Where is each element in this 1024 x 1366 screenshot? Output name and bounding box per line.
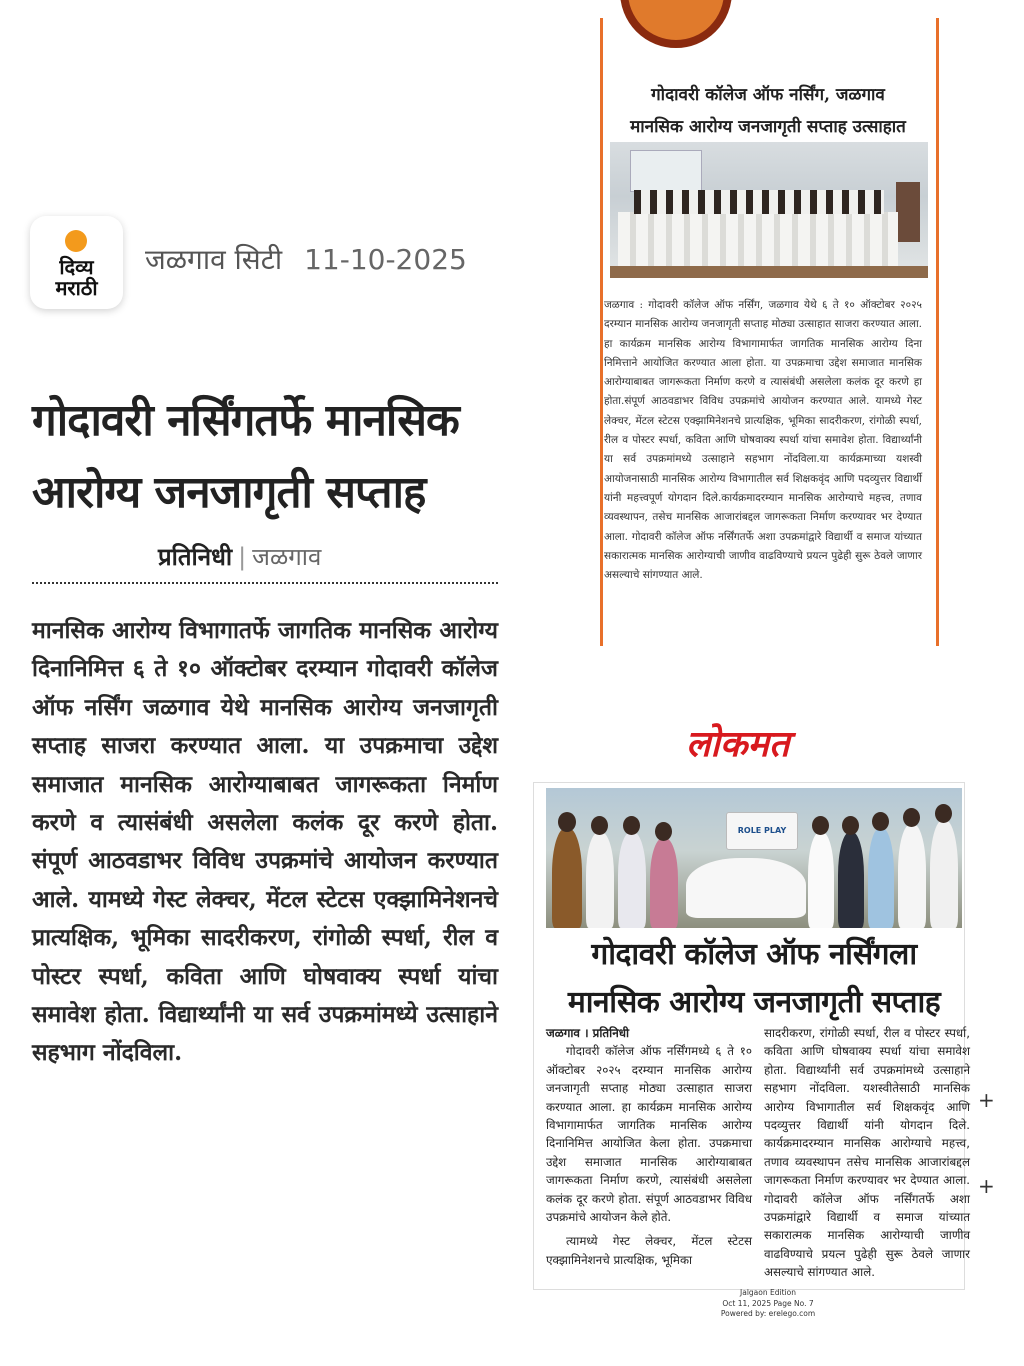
edition-line3: Powered by: erelego.com: [720, 1309, 816, 1318]
person-head: [842, 816, 859, 835]
divya-marathi-logo: [30, 216, 123, 309]
person-head: [591, 816, 608, 835]
br-group-photo: [546, 788, 962, 928]
person: [930, 820, 958, 928]
projector-screen: [630, 150, 702, 192]
br-col1-paragraph1: गोदावरी कॉलेज ऑफ नर्सिंगमध्ये ६ ते १० ऑक्टोबर २०२५ दरम्यान मानसिक आरोग्य जनजागृती सप्ताह मोठ्या उत्साहात साजरा करण्यात आला. हा कार्यक्रम मानसिक आरोग्य विभागामार्फत जागतिक मानसिक आरोग्य दिनानिमित्त आयोजित केला होता. उपक्रमाचा उद्देश समाजात मानसिक आरोग्याबाबत जागरूकता निर्माण करणे, त्यासंबंधी असलेला कलंक दूर करणे होता. संपूर्ण आठवडाभर विविध उपक्रमांचे आयोजन केले होते.: [546, 1044, 752, 1225]
person-head: [812, 816, 829, 835]
logo-line1: दिव्य: [59, 255, 94, 279]
person-head: [872, 812, 889, 831]
left-headline-line1: गोदावरी नर्सिंगतर्फे मानसिक: [32, 395, 459, 446]
podium: [896, 182, 920, 242]
floor: [610, 266, 928, 278]
dotted-divider: [32, 582, 498, 584]
seated-group: [686, 858, 806, 918]
person-head: [903, 808, 920, 827]
tr-headline-line2: मानसिक आरोग्य जनजागृती सप्ताह उत्साहात: [630, 117, 906, 137]
role-play-banner: ROLE PLAY: [726, 812, 798, 850]
br-col1-paragraph2: त्यामध्ये गेस्ट लेक्चर, मेंटल स्टेटस एक्झामिनेशनचे प्रात्यक्षिक, भूमिका: [546, 1234, 752, 1267]
edition-line1: Jalgaon Edition: [740, 1288, 796, 1297]
byline-separator: |: [238, 543, 247, 571]
person: [808, 832, 834, 928]
edition-line2: Oct 11, 2025 Page No. 7: [722, 1298, 814, 1308]
person: [586, 832, 614, 928]
city-date-line: [145, 240, 467, 278]
tr-article-body: जळगाव : गोदावरी कॉलेज ऑफ नर्सिंग, जळगाव येथे ६ ते १० ऑक्टोबर २०२५ दरम्यान मानसिक आरोग्य जनजागृती सप्ताह मोठ्या उत्साहात साजरा करण्यात आला. हा कार्यक्रम मानसिक आरोग्य विभागामार्फत जागतिक मानसिक आरोग्य दिना निमित्ताने आयोजित करण्यात आला होता. या उपक्रमाचा उद्देश समाजात मानसिक आरोग्याबाबत जागरूकता निर्माण करणे व त्यासंबंधी असलेला कलंक दूर करणे हा होता.संपूर्ण आठवडाभर विविध उपक्रमांचे आयोजन करण्यात आले. यामध्ये गेस्ट लेक्चर, मेंटल स्टेटस एक्झामिनेशनचे प्रात्यक्षिक, भूमिका सादरीकरण, रांगोळी स्पर्धा, रील व पोस्टर स्पर्धा, कविता आणि घोषवाक्य स्पर्धा यांचा समावेश होता. विद्यार्थ्यांनी या सर्व उपक्रमांमध्ये उत्साहाने सहभाग नोंदविला.या कार्यक्रमाच्या यशस्वी आयोजनासाठी मानसिक आरोग्य विभागातील सर्व शिक्षकवृंद आणि पदव्युत्तर विद्यार्थी यांनी महत्त्वपूर्ण योगदान दिले.कार्यक्रमादरम्यान मानसिक आरोग्याचे महत्त्व, तणाव व्यवस्थापन, तसेच मानसिक आजारांबद्दल जागरूकता निर्माण करण्यावर भर देण्यात आला. गोदावरी कॉलेज ऑफ नर्सिंगतर्फे अशा उपक्रमांद्वारे विद्यार्थी व समाज यांच्यात सकारात्मक मानसिक आरोग्याची जाणीव वाढविण्याचे प्रयत्न पुढेही सुरू ठेवले जाणार असल्याचे सांगण्यात आले.: [604, 299, 922, 582]
person: [650, 838, 678, 928]
left-headline-line2: आरोग्य जनजागृती सप्ताह: [32, 467, 426, 518]
person: [552, 828, 582, 928]
logo-line2: मराठी: [55, 276, 98, 300]
lokmat-masthead: लोकमत: [686, 723, 790, 765]
city-name: जळगाव सिटी: [145, 243, 283, 276]
publish-date: 11-10-2025: [304, 243, 467, 276]
left-headline: [32, 385, 502, 529]
left-article-body: मानसिक आरोग्य विभागातर्फे जागतिक मानसिक आरोग्य दिनानिमित्त ६ ते १० ऑक्टोबर दरम्यान गोदावरी कॉलेज ऑफ नर्सिंग जळगाव येथे मानसिक आरोग्य जनजागृती सप्ताह साजरा करण्यात आला. या उपक्रमाचा उद्देश समाजात मानसिक आरोग्याबाबत जागरूकता निर्माण करणे व त्यासंबंधी असलेला कलंक दूर करणे होता. संपूर्ण आठवडाभर विविध उपक्रमांचे आयोजन करण्यात आले. यामध्ये गेस्ट लेक्चर, मेंटल स्टेटस एक्झामिनेशनचे प्रात्यक्षिक, भूमिका सादरीकरण, रांगोळी स्पर्धा, रील व पोस्टर स्पर्धा, कविता आणि घोषवाक्य स्पर्धा यांचा समावेश होता. विद्यार्थ्यांनी या सर्व उपक्रमांमध्ये उत्साहाने सहभाग नोंदविला.: [32, 617, 498, 1067]
person-head: [935, 804, 952, 823]
byline-label: प्रतिनिधी: [158, 543, 233, 571]
br-headline-line2: मानसिक आरोग्य जनजागृती सप्ताह: [567, 985, 941, 1020]
br-column-1: [546, 1024, 752, 1269]
edition-info: [718, 1288, 818, 1320]
br-byline: जळगाव । प्रतिनिधी: [546, 1026, 630, 1040]
byline-place: जळगाव: [252, 543, 322, 571]
left-byline: [158, 540, 321, 573]
person: [838, 832, 864, 928]
person-head: [655, 822, 672, 841]
logo-sun-icon: [65, 230, 87, 252]
person-head: [558, 812, 576, 832]
tr-headline-line1: गोदावरी कॉलेज ऑफ नर्सिंग, जळगाव: [651, 85, 885, 105]
br-column-2: सादरीकरण, रांगोळी स्पर्धा, रील व पोस्टर स्पर्धा, कविता आणि घोषवाक्य स्पर्धा यांचा समावेश होता. विद्यार्थ्यांनी सर्व उपक्रमांमध्ये उत्साहाने सहभाग नोंदविला. यशस्वीतेसाठी मानसिक आरोग्य विभागातील सर्व शिक्षकवृंद आणि पदव्युत्तर विद्यार्थी यांनी योगदान दिले. कार्यक्रमादरम्यान मानसिक आरोग्याचे महत्त्व, तणाव व्यवस्थापन तसेच मानसिक आजारांबद्दल जागरूकता निर्माण करण्यावर भर देण्यात आला. गोदावरी कॉलेज ऑफ नर्सिंगतर्फे अशा उपक्रमांद्वारे विद्यार्थी व समाज यांच्यात सकारात्मक मानसिक आरोग्याची जाणीव वाढविण्याचे प्रयत्न पुढेही सुरू ठेवले जाणार असल्याचे सांगण्यात आले.: [764, 1026, 970, 1280]
tr-group-photo: [610, 142, 928, 278]
person-head: [623, 816, 640, 835]
plus-marker-icon: +: [978, 1174, 995, 1198]
person: [898, 824, 926, 928]
person: [868, 828, 894, 928]
plus-marker-icon: +: [978, 1088, 995, 1112]
person: [618, 832, 646, 928]
br-headline-line1: गोदावरी कॉलेज ऑफ नर्सिंगला: [591, 937, 917, 972]
students-row-back: [634, 190, 884, 214]
